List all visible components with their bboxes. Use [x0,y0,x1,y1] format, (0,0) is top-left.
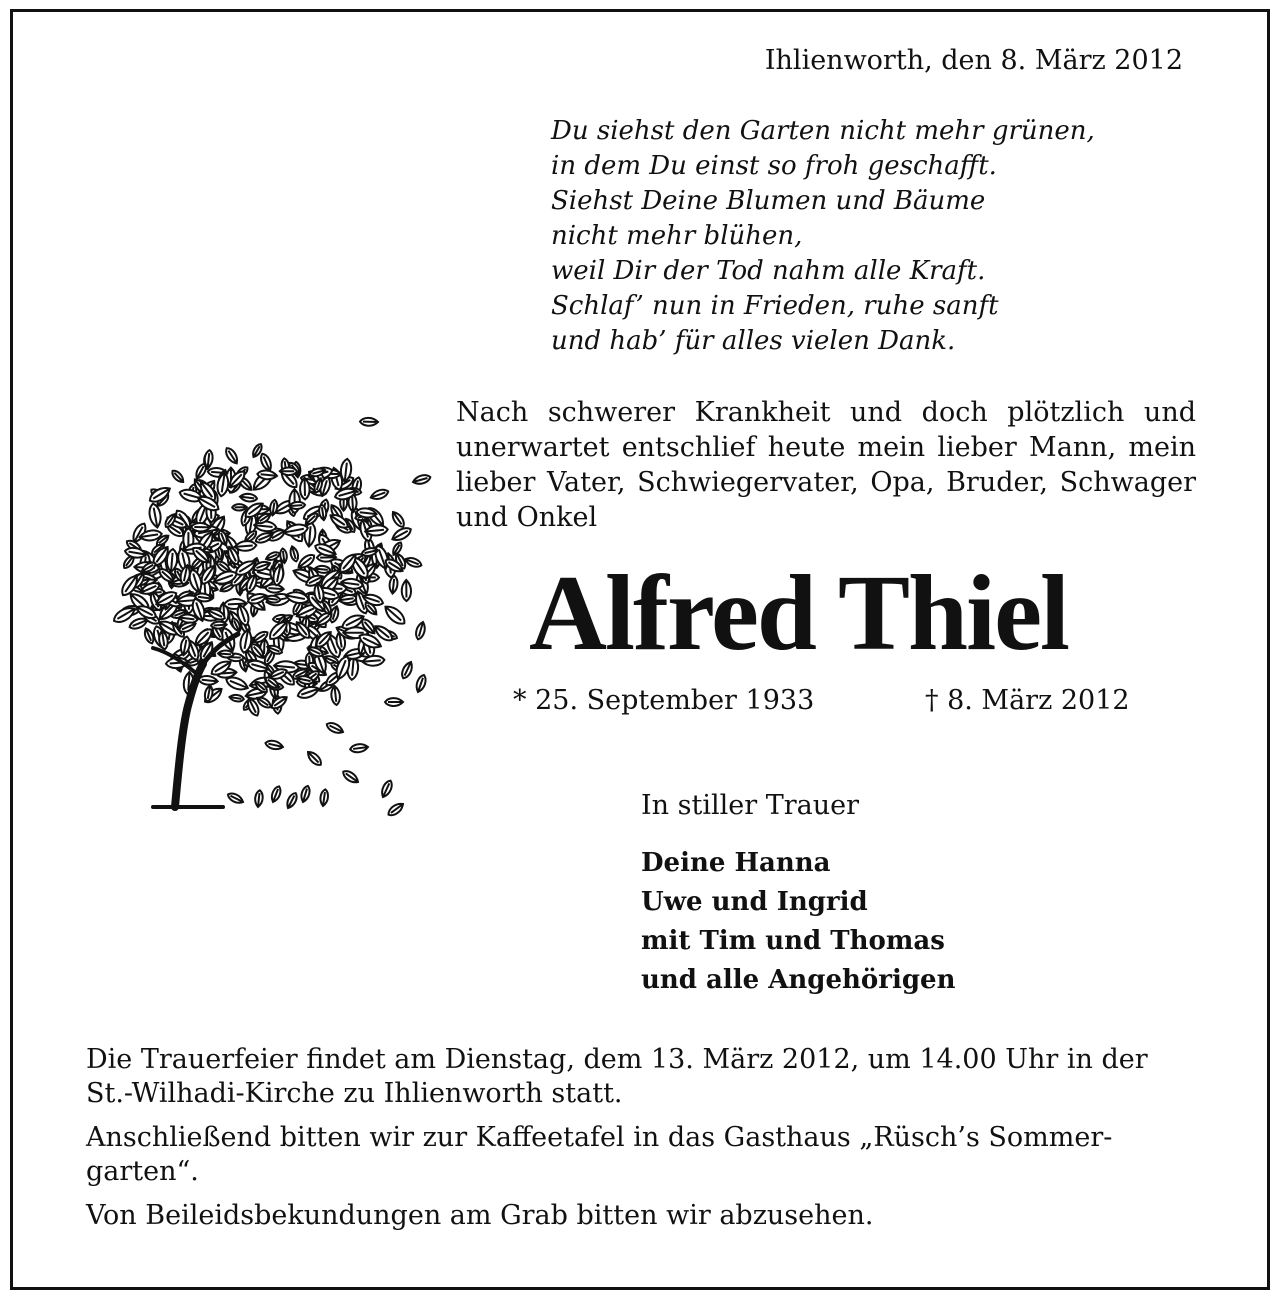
leaf-mark [382,603,408,628]
poem-line: weil Dir der Tod nahm alle Kraft. [551,256,986,286]
leaf-mark [390,510,407,529]
mourning-label: In stiller Trauer [641,790,860,821]
notice-paragraph: Anschließend bitten wir zur Kaffeetafel in das Gasthaus „Rüsch’s Sommer-garten“. [86,1122,1113,1187]
leaf-mark [389,575,399,593]
leaf-mark [412,473,431,485]
poem [551,114,1095,359]
mourners-list [641,844,955,1000]
leaf-mark [300,478,310,500]
leaf-mark [319,789,329,807]
leaf-mark [391,541,404,557]
leaf-mark [305,749,323,767]
funeral-notice [86,1043,1198,1243]
notice-paragraph: Die Trauerfeier findet am Dienstag, dem 13. März 2012, um 14.00 Uhr in der St.-Wilhadi-Kirche zu Ihlienworth statt. [86,1044,1148,1109]
leaf-mark [265,584,284,593]
leaf-mark [234,540,256,551]
leaf-mark [341,768,360,785]
leaf-mark [148,503,163,529]
mourner-name: Uwe und Ingrid [641,887,868,917]
leaf-mark [289,545,300,562]
poem-line: Du siehst den Garten nicht mehr grünen, [551,116,1095,146]
leaf-mark [280,467,297,475]
leaf-mark [226,791,244,805]
windblown-tree-icon [93,402,443,822]
leaf-mark [402,580,412,601]
leaf-mark [224,675,249,693]
leaf-mark [414,621,427,640]
leaf-mark [170,469,186,485]
leaf-mark [218,650,234,658]
place-date: Ihlienworth, den 8. März 2012 [764,45,1183,76]
leaf-mark [386,801,405,818]
intro-text: Nach schwerer Krankheit und doch plötzlich und unerwartet entschlief heute mein lieber Mann, mein lieber Vater, Schwiegervater, Opa, Bruder, Schwager und Onkel [456,397,1196,533]
poem-line: nicht mehr blühen, [551,221,803,251]
leaf-mark [191,523,210,532]
leaf-mark [232,504,247,511]
poem-line: Siehst Deine Blumen und Bäume [551,186,986,216]
deceased-name: Alfred Thiel [529,554,1069,673]
leaf-mark [229,694,244,702]
obituary-notice [10,9,1270,1290]
leaf-mark [239,493,257,503]
leaf-mark [385,698,403,706]
leaf-mark [379,779,394,799]
leaf-mark [390,525,413,543]
leaf-mark [239,629,253,654]
birth-date: * 25. September 1933 [513,685,815,716]
leaf-mark [254,790,263,807]
poem-line: in dem Du einst so froh geschafft. [551,151,997,181]
mourner-name: und alle Angehörigen [641,965,956,995]
poem-line: und hab’ für alles vielen Dank. [551,326,956,356]
leaf-mark [360,418,378,426]
notice-paragraph: Von Beileidsbekundungen am Grab bitten wir abzusehen. [86,1200,874,1231]
mourner-name: mit Tim und Thomas [641,926,945,956]
leaf-mark [265,739,284,751]
leaf-mark [400,660,415,680]
leaf-mark [369,488,389,502]
leaf-mark [285,590,310,604]
leaf-mark [414,674,427,694]
leaf-mark [204,450,214,468]
mourner-name: Deine Hanna [641,848,831,878]
leaf-mark [254,531,274,545]
leaf-mark [223,446,240,466]
death-date: † 8. März 2012 [925,685,1130,716]
leaf-mark [285,791,299,809]
leaf-mark [299,785,311,803]
leaf-mark [296,684,320,700]
leaf-mark [330,685,340,705]
poem-line: Schlaf’ nun in Frieden, ruhe sanft [551,291,999,321]
leaf-mark [350,743,369,753]
leaf-mark [259,452,274,472]
leaf-mark [404,556,423,569]
leaf-mark [325,721,345,736]
leaf-mark [270,785,283,803]
